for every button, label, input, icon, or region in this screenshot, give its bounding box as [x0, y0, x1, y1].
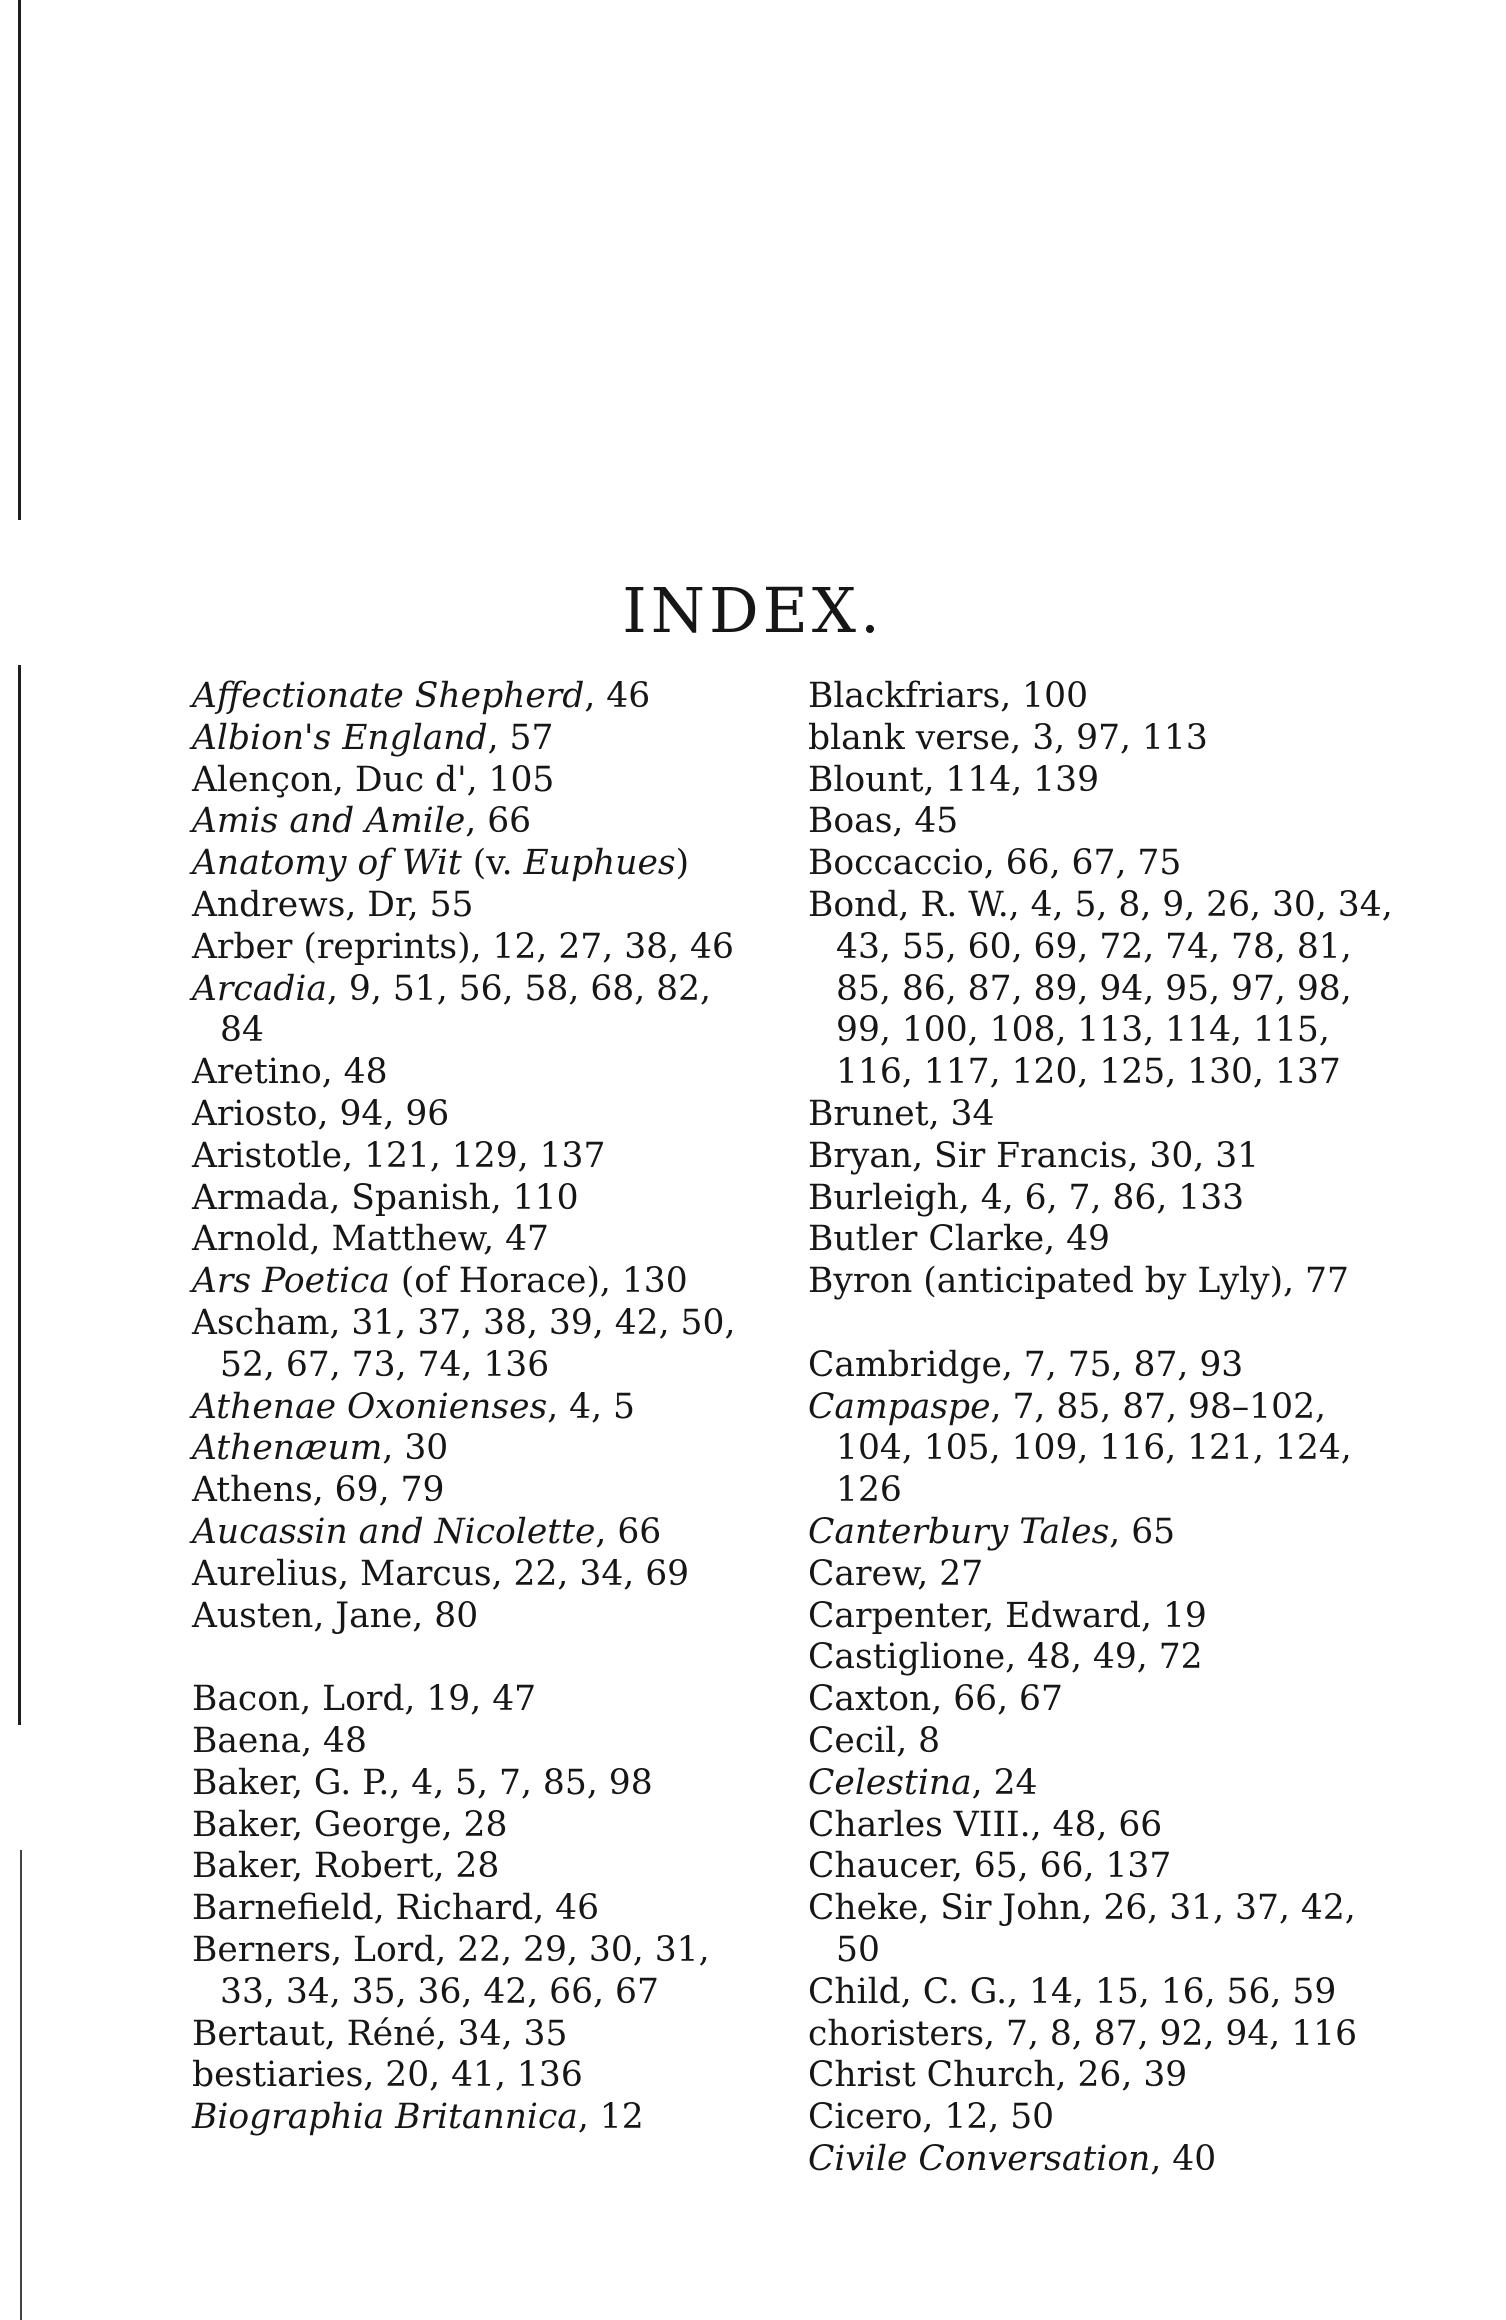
index-entry	[808, 1178, 1408, 1220]
scan-border-line-middle	[18, 665, 21, 1725]
index-entry	[192, 676, 762, 718]
index-entry	[808, 1512, 1408, 1554]
index-entry	[808, 718, 1408, 760]
index-entry-title: Campaspe	[808, 1386, 991, 1427]
index-entry	[192, 1136, 762, 1178]
index-entry-text: , 7, 85, 87, 98–102, 104, 105, 109, 116, 121, 124, 126	[836, 1386, 1352, 1511]
index-entry	[808, 1805, 1408, 1847]
index-entry-text: Charles VIII., 48, 66	[808, 1804, 1163, 1845]
index-entry	[808, 1679, 1408, 1721]
index-entry-text: Blount, 114, 139	[808, 759, 1100, 800]
index-entry	[808, 2097, 1408, 2139]
index-entry	[192, 2055, 762, 2097]
index-letter-gap	[192, 1637, 762, 1679]
index-entry-title: Celestina	[808, 1762, 972, 1803]
index-entry	[192, 1303, 762, 1387]
index-entry-text: , 12	[577, 2097, 644, 2138]
index-entry	[808, 2055, 1408, 2097]
index-entry-text: Bertaut, Réné, 34, 35	[192, 2013, 568, 2054]
index-entry-text: Byron (anticipated by Lyly), 77	[808, 1261, 1349, 1302]
index-entry-text: Butler Clarke, 49	[808, 1219, 1110, 1260]
index-entry-text: Barnefield, Richard, 46	[192, 1888, 600, 1929]
index-entry	[808, 2014, 1408, 2056]
index-entry-title: Albion's England	[192, 717, 488, 758]
index-entry-text: Baker, Robert, 28	[192, 1846, 500, 1887]
index-letter-gap	[808, 1303, 1408, 1345]
index-entry-title: Ars Poetica	[192, 1261, 390, 1302]
index-entry-text: Boas, 45	[808, 801, 959, 842]
index-entry	[808, 1888, 1408, 1972]
index-entry	[192, 2014, 762, 2056]
index-entry-text: , 66	[595, 1511, 662, 1552]
index-entry-text: Bacon, Lord, 19, 47	[192, 1679, 537, 1720]
index-entry	[808, 1094, 1408, 1136]
index-entry	[808, 760, 1408, 802]
index-entry-title: Affectionate Shepherd	[192, 676, 585, 716]
index-entry-text: , 46	[584, 676, 651, 716]
index-entry-text: , 9, 51, 56, 58, 68, 82, 84	[220, 968, 712, 1051]
index-entry-title: Arcadia	[192, 968, 327, 1009]
index-entry-text: Armada, Spanish, 110	[192, 1177, 579, 1218]
index-entry-text: Christ Church, 26, 39	[808, 2055, 1188, 2096]
index-entry-text: Austen, Jane, 80	[192, 1595, 479, 1636]
index-entry	[808, 1345, 1408, 1387]
index-entry-text: Athens, 69, 79	[192, 1470, 445, 1511]
index-entry-text: Aretino, 48	[192, 1052, 388, 1093]
index-entry	[808, 1554, 1408, 1596]
index-entry-text: , 57	[487, 717, 554, 758]
index-entry-text: , 65	[1109, 1511, 1176, 1552]
index-entry	[808, 1972, 1408, 2014]
index-entry-text: Ascham, 31, 37, 38, 39, 42, 50, 52, 67, 73, 74, 136	[192, 1302, 736, 1385]
index-entry-title: Canterbury Tales	[808, 1511, 1110, 1552]
index-entry-text: Bond, R. W., 4, 5, 8, 9, 26, 30, 34, 43, 55, 60, 69, 72, 74, 78, 81, 85, 86, 87, 89, 94, 95, 97, 98, 99, 100, 108, 113, 114, 115, 116, 117, 120, 125, 130, 137	[808, 884, 1393, 1093]
index-entry-title: Biographia Britannica	[192, 2097, 578, 2138]
index-entry-text: , 24	[971, 1762, 1038, 1803]
index-entry	[192, 2097, 762, 2139]
index-entry-text: Aurelius, Marcus, 22, 34, 69	[192, 1553, 690, 1594]
index-entry-text: Blackfriars, 100	[808, 676, 1089, 716]
index-entry-text: )	[675, 843, 690, 884]
index-entry	[192, 1428, 762, 1470]
index-entry	[808, 1261, 1408, 1303]
index-entry-text: bestiaries, 20, 41, 136	[192, 2055, 583, 2096]
index-entry-text: Brunet, 34	[808, 1093, 995, 1134]
index-entry	[192, 1470, 762, 1512]
index-entry	[808, 843, 1408, 885]
index-entry-text: Cheke, Sir John, 26, 31, 37, 42, 50	[808, 1888, 1356, 1970]
index-entry	[192, 1596, 762, 1638]
index-entry	[192, 1679, 762, 1721]
index-entry	[192, 1094, 762, 1136]
index-entry	[808, 676, 1408, 718]
index-entry-title: Athenæum	[192, 1428, 383, 1469]
index-entry-text: , 4, 5	[547, 1386, 635, 1427]
index-entry	[808, 1763, 1408, 1805]
index-entry	[192, 1763, 762, 1805]
index-entry	[808, 1387, 1408, 1512]
index-entry-text: Alençon, Duc d', 105	[192, 759, 555, 800]
index-entry	[808, 1846, 1408, 1888]
scan-border-line-bottom	[20, 1850, 22, 2320]
index-entry	[808, 801, 1408, 843]
index-entry-text: Child, C. G., 14, 15, 16, 56, 59	[808, 1971, 1337, 2012]
index-entry	[808, 2139, 1408, 2181]
index-entry	[192, 1178, 762, 1220]
index-entry-text: Cecil, 8	[808, 1720, 941, 1761]
index-entry	[192, 1512, 762, 1554]
index-entry	[192, 969, 762, 1053]
index-entry-text: Cicero, 12, 50	[808, 2097, 1055, 2138]
index-entry-text: (v.	[461, 843, 524, 884]
index-entry	[192, 1554, 762, 1596]
index-entry-text: (of Horace), 130	[389, 1261, 688, 1302]
index-entry-text: Arber (reprints), 12, 27, 38, 46	[192, 926, 734, 967]
index-entry	[192, 1721, 762, 1763]
index-entry-text: Boccaccio, 66, 67, 75	[808, 843, 1182, 884]
index-entry-text: Chaucer, 65, 66, 137	[808, 1846, 1172, 1887]
index-entry	[808, 1136, 1408, 1178]
index-entry-text: Arnold, Matthew, 47	[192, 1219, 549, 1260]
index-entry-text: Berners, Lord, 22, 29, 30, 31, 33, 34, 35, 36, 42, 66, 67	[192, 1929, 710, 2012]
index-entry-text: , 40	[1150, 2138, 1217, 2179]
index-entry	[192, 801, 762, 843]
page-title: INDEX.	[622, 573, 884, 647]
scan-border-line-top	[18, 0, 21, 520]
index-entry	[192, 1261, 762, 1303]
index-entry	[192, 760, 762, 802]
index-entry-text: Baker, G. P., 4, 5, 7, 85, 98	[192, 1762, 653, 1803]
index-entry-title: Aucassin and Nicolette	[192, 1511, 596, 1552]
index-entry	[192, 885, 762, 927]
index-entry-text: Cambridge, 7, 75, 87, 93	[808, 1344, 1244, 1385]
index-entry-text: Andrews, Dr, 55	[192, 884, 474, 925]
index-entry-text: blank verse, 3, 97, 113	[808, 717, 1208, 758]
index-entry-title: Civile Conversation	[808, 2138, 1151, 2179]
index-entry	[192, 1888, 762, 1930]
index-entry-text: Aristotle, 121, 129, 137	[192, 1135, 606, 1176]
index-entry	[192, 927, 762, 969]
index-entry-text: Castiglione, 48, 49, 72	[808, 1637, 1203, 1678]
index-entry-text: Bryan, Sir Francis, 30, 31	[808, 1135, 1260, 1176]
index-entry	[808, 1721, 1408, 1763]
index-entry	[192, 1219, 762, 1261]
index-entry-text: , 30	[382, 1428, 449, 1469]
index-entry	[192, 718, 762, 760]
index-entry	[192, 1387, 762, 1429]
index-entry-text: Carpenter, Edward, 19	[808, 1595, 1207, 1636]
index-entry-text: Caxton, 66, 67	[808, 1679, 1063, 1720]
index-entry	[192, 1052, 762, 1094]
index-entry	[808, 1596, 1408, 1638]
index-entry-title: Amis and Amile	[192, 801, 466, 842]
index-entry	[808, 1219, 1408, 1261]
index-entry-title: Euphues	[523, 843, 676, 884]
index-entry-text: , 66	[465, 801, 532, 842]
index-entry-text: Ariosto, 94, 96	[192, 1093, 450, 1134]
index-entry	[808, 885, 1408, 1094]
index-column-right	[808, 676, 1408, 2181]
index-entry	[192, 1805, 762, 1847]
index-entry-text: choristers, 7, 8, 87, 92, 94, 116	[808, 2013, 1358, 2054]
index-entry	[192, 1930, 762, 2014]
index-entry-text: Burleigh, 4, 6, 7, 86, 133	[808, 1177, 1245, 1218]
index-entry-text: Baena, 48	[192, 1720, 367, 1761]
index-entry	[192, 1846, 762, 1888]
index-entry	[808, 1637, 1408, 1679]
index-entry-title: Anatomy of Wit	[192, 843, 462, 884]
index-entry-text: Carew, 27	[808, 1553, 984, 1594]
index-entry-text: Baker, George, 28	[192, 1804, 508, 1845]
index-column-left	[192, 676, 762, 2139]
index-entry	[192, 843, 762, 885]
index-entry-title: Athenae Oxonienses	[192, 1386, 548, 1427]
